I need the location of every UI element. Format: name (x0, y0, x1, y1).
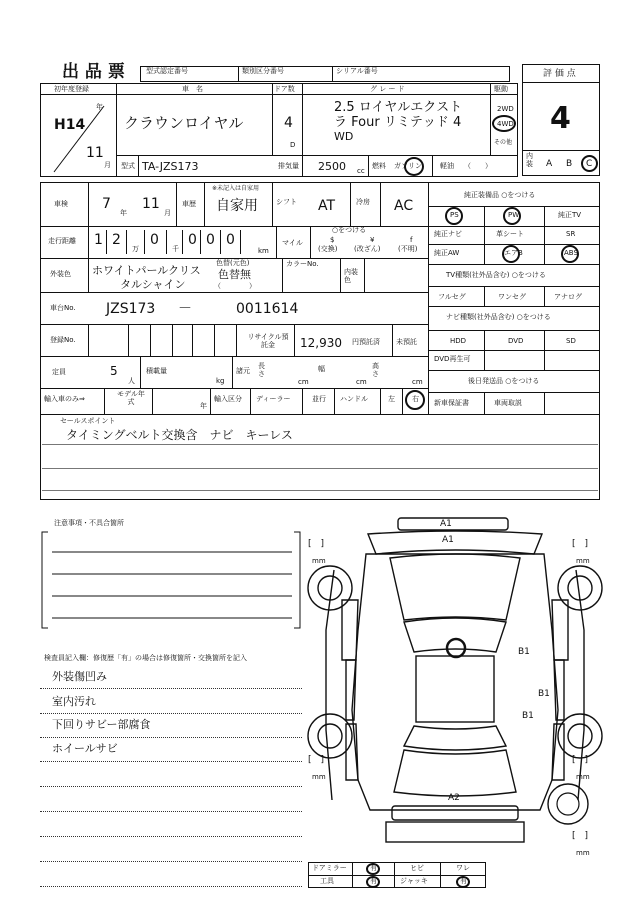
mileage-label: 走行距離 (48, 237, 76, 245)
grade-label: グ レ ー ド (370, 85, 405, 93)
equip-sr: SR (566, 230, 576, 238)
color-line2: タルシャイン (120, 278, 186, 291)
shaken-month-unit: 月 (164, 209, 171, 217)
jack-have-circle (456, 876, 470, 888)
equip-navi: 純正ナビ (434, 230, 462, 238)
model-year-label: モデル年式 (117, 390, 145, 406)
sales-point-label: セールスポイント (60, 417, 116, 425)
fuel-label: 燃料 (372, 162, 386, 170)
handle-label: ハンドル (340, 395, 368, 403)
later-title: 後日発送品 ○をつける (468, 377, 540, 385)
width-label: 幅 (318, 365, 325, 373)
grade-line1: 2.5 ロイヤルエクスト (334, 100, 463, 115)
model-year-unit: 年 (200, 402, 207, 410)
chassis-dash: － (178, 301, 192, 317)
navi-hdd: HDD (450, 337, 467, 345)
navi-dvd: DVD (508, 337, 524, 345)
tools-have-circle (366, 876, 380, 888)
shaken-label: 車検 (54, 200, 68, 208)
mileage-digit-6: 0 (188, 232, 197, 248)
color-no-label: カラーNo. (286, 260, 319, 268)
exchange-label: (交換) (318, 245, 338, 253)
capacity-label: 定員 (52, 368, 66, 376)
note-item-2: 室内汚れ (52, 695, 96, 708)
handle-left: 左 (388, 395, 395, 403)
bracket-rr: [ ] (572, 755, 589, 765)
diagram-code-a2: A2 (448, 793, 460, 803)
interior-color-label: 内装色 (344, 268, 358, 285)
drive-label: 駆動 (494, 85, 508, 93)
car-name-label: 車 名 (182, 85, 203, 93)
later-manual: 車両取説 (494, 399, 522, 407)
color-line1: ホワイトパールクリス (92, 264, 201, 277)
equip-aw: 純正AW (434, 249, 460, 257)
width-cm: cm (356, 378, 367, 386)
mileage-digit-1: 1 (94, 232, 103, 248)
altered-sym: ¥ (370, 236, 375, 244)
mile-label: マイル (282, 239, 303, 247)
grade-line2: ラ Four リミテッド 4 (334, 115, 462, 130)
cc-unit: cc (357, 167, 365, 175)
bracket-spare: [ ] (572, 831, 589, 841)
grade-line3: WD (334, 130, 354, 143)
mirror-have-circle (366, 863, 380, 875)
man-unit: 万 (132, 245, 139, 253)
tools-label: 工具 (320, 877, 334, 885)
crack-label: ヒビ (410, 864, 424, 872)
reg-label: 登録No. (50, 336, 76, 344)
exchange-sym: $ (330, 236, 335, 244)
drive-2wd: 2WD (497, 105, 514, 113)
import-label: 輸入車のみ⇒ (44, 395, 85, 403)
tv-type-title: TV種類(社外品含む) ○をつける (446, 271, 546, 279)
drive-4wd: 4WD (497, 120, 514, 128)
load-label: 積載量 (146, 367, 167, 375)
equip-ps-circle (445, 207, 463, 225)
mileage-digit-8: 0 (226, 232, 235, 248)
model-value: TA-JZS173 (142, 160, 199, 173)
score-header: 評 価 点 (543, 69, 576, 79)
handle-right: 右 (412, 395, 419, 403)
mark-note: ○をつける (332, 226, 367, 234)
dvd-play: DVD再生可 (434, 355, 471, 363)
use-note: ※未記入は自家用 (212, 185, 260, 192)
later-warranty: 新車保証書 (434, 399, 469, 407)
repaint-paren: （ ） (214, 282, 256, 290)
caution-label: 注意事項・不具合箇所 (54, 519, 124, 527)
interior-label: 内装 (526, 152, 533, 168)
tv-oneseg: ワンセグ (498, 293, 526, 301)
note-item-1: 外装傷凹み (52, 670, 107, 683)
diagram-code-b1-upper: B1 (518, 647, 530, 657)
ac-value: AC (394, 198, 414, 214)
use-label: 車歴 (182, 200, 196, 208)
equip-leather: 革シート (496, 230, 524, 238)
equip-ps: PS (450, 211, 459, 219)
height-cm: cm (412, 378, 423, 386)
interior-c-circle (581, 155, 598, 172)
ac-label: 冷房 (356, 198, 370, 206)
fuel-gasoline: ガソリン (394, 162, 422, 170)
chassis-number: 0011614 (236, 301, 299, 317)
first-reg-label: 初年度登録 (54, 85, 89, 93)
mm-rl: mm (312, 773, 326, 781)
mm-spare: mm (576, 849, 590, 857)
month-unit: 月 (104, 161, 111, 169)
recycle-label: リサイクル預託金 (247, 333, 289, 350)
diagram-code-a1-front: A1 (440, 519, 452, 529)
navi-type-title: ナビ種類(社外品含む) ○をつける (446, 313, 551, 321)
mileage-digit-4: 0 (150, 232, 159, 248)
first-reg-era: H14 (54, 117, 86, 133)
drive-4wd-circle (492, 115, 516, 132)
person-unit: 人 (128, 377, 135, 385)
dims-label: 諸元 (236, 367, 250, 375)
jack-label: ジャッキ (400, 877, 428, 885)
displacement-label: 排気量 (278, 162, 299, 170)
car-name: クラウンロイヤル (124, 114, 244, 132)
navi-sd: SD (566, 337, 576, 345)
repaint-label: 色替(元色) (216, 259, 250, 267)
mirror-label: ドアミラー (312, 864, 347, 872)
mm-fr: mm (576, 557, 590, 565)
doors-value: 4 (284, 115, 293, 131)
spare-tire-icon (546, 782, 590, 826)
door-unit: D (290, 141, 296, 149)
height-label: 高さ (372, 362, 379, 379)
broken-label: ワレ (456, 864, 470, 872)
bracket-fl: [ ] (308, 539, 325, 549)
serial-label: シリアル番号 (336, 67, 378, 75)
length-label: 長さ (258, 362, 265, 379)
handle-right-circle (405, 390, 425, 410)
recycle-amount: 12,930 (300, 336, 342, 350)
equip-airbag: エアB (504, 249, 523, 257)
model-label: 型式 (121, 162, 135, 170)
diagram-code-b1-middle: B1 (538, 689, 550, 699)
km-unit: km (258, 247, 269, 255)
unknown-sym: f (410, 236, 413, 244)
parallel-option: 並行 (312, 395, 326, 403)
drive-other: その他 (494, 139, 513, 146)
diagram-code-b1-lower: B1 (522, 711, 534, 721)
recycle-unit: 円預託済 (352, 338, 380, 346)
equip-pw: PW (508, 211, 520, 219)
import-type-label: 輸入区分 (214, 395, 242, 403)
shaken-year-unit: 年 (120, 209, 127, 217)
interior-c: C (586, 159, 593, 169)
shaken-year: 7 (102, 196, 111, 212)
bracket-fr: [ ] (572, 539, 589, 549)
use-value: 自家用 (216, 198, 258, 214)
fuel-paren: （ ） (464, 162, 492, 170)
recycle-no: 未預託 (396, 338, 417, 346)
unknown-label: (不明) (398, 245, 418, 253)
equip-airbag-circle (502, 245, 520, 263)
diagram-code-a1-hood: A1 (442, 535, 454, 545)
dealer-option: ディーラー (256, 395, 291, 403)
note-item-4: ホイールサビ (52, 742, 118, 755)
equip-pw-circle (503, 207, 521, 225)
mileage-digit-7: 0 (206, 232, 215, 248)
katashiki-label: 型式認定番号 (146, 67, 188, 75)
inspector-label: 検査員記入欄：修復歴「有」の場合は修復箇所・交換箇所を記入 (44, 654, 247, 662)
tools-have: 有 (370, 877, 377, 885)
tv-fullseg: フルセグ (438, 293, 466, 301)
id-strip (140, 66, 510, 82)
interior-a: A (546, 159, 553, 169)
ruibetsu-label: 類別区分番号 (242, 67, 284, 75)
capacity-value: 5 (110, 364, 118, 378)
score-value: 4 (550, 101, 571, 136)
sen-unit: 千 (172, 245, 179, 253)
first-reg-month: 11 (86, 145, 104, 161)
tv-analog: アナログ (554, 293, 582, 301)
mileage-digit-2: 2 (112, 232, 121, 248)
repaint-value: 色替無 (218, 268, 251, 281)
equipment-title: 純正装備品 ○をつける (464, 191, 536, 199)
doors-label: ドア数 (274, 85, 295, 93)
color-label: 外装色 (50, 270, 71, 278)
mm-fl: mm (312, 557, 326, 565)
caution-bracket (40, 528, 310, 638)
bracket-rl: [ ] (308, 755, 325, 765)
altered-label: (改ざん) (354, 245, 381, 253)
fuel-gasoline-circle (404, 157, 424, 176)
kg-unit: kg (216, 377, 225, 385)
chassis-prefix: JZS173 (106, 301, 156, 317)
fuel-diesel: 軽油 (440, 162, 454, 170)
mm-rr: mm (576, 773, 590, 781)
interior-b: B (566, 159, 573, 169)
chassis-label: 車台No. (50, 304, 76, 312)
form-title: 出 品 票 (62, 62, 125, 82)
shift-value: AT (318, 198, 336, 214)
note-item-3: 下回りサビー部腐食 (52, 718, 151, 731)
jack-have: 有 (460, 877, 467, 885)
equip-abs-circle (561, 245, 579, 263)
shift-label: シフト (276, 198, 297, 206)
length-cm: cm (298, 378, 309, 386)
sales-point-text: タイミングベルト交換含 ナビ キーレス (66, 428, 293, 442)
equip-abs: ABS (564, 249, 578, 257)
year-unit: 年 (96, 103, 103, 111)
shaken-month: 11 (142, 196, 160, 212)
equip-tv: 純正TV (558, 211, 582, 219)
displacement-value: 2500 (318, 160, 346, 173)
mirror-have: 有 (370, 864, 377, 872)
